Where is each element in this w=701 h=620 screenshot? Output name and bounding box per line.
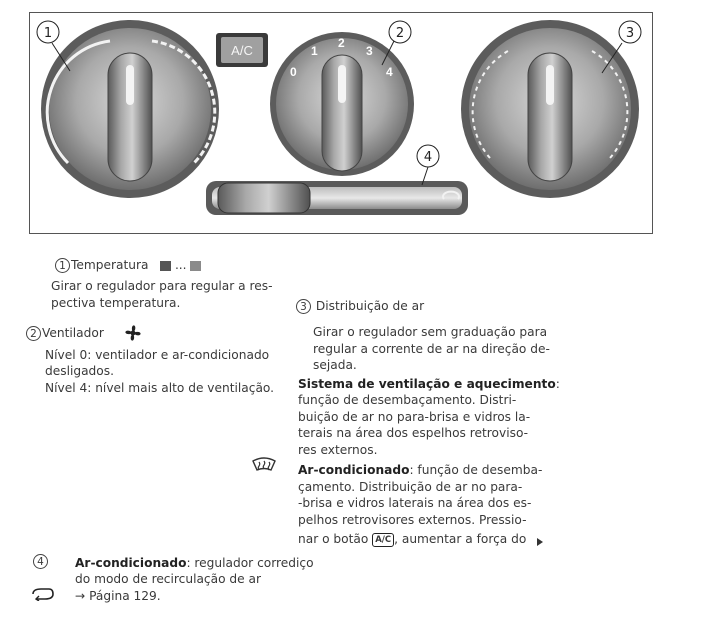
air-dist-desc-1: Girar o regulador sem graduação para bbox=[313, 325, 548, 339]
ac-line-2: -brisa e vidros laterais na área dos es- bbox=[298, 496, 532, 510]
panel-drawing bbox=[30, 13, 654, 235]
continue-arrow-icon bbox=[536, 537, 544, 547]
ventilation-line-3: terais na área dos espelhos retroviso- bbox=[298, 426, 529, 440]
fan-scale-0: 0 bbox=[290, 65, 297, 79]
ventilation-line-2: buição de ar no para-brisa e vidros la- bbox=[298, 410, 531, 424]
fan-desc-3: Nível 4: nível mais alto de ventilação. bbox=[45, 381, 275, 395]
climate-control-panel-illustration bbox=[29, 12, 653, 234]
ac-line-3: pelhos retrovisores externos. Pressio- bbox=[298, 513, 527, 527]
temperature-dial[interactable] bbox=[41, 20, 219, 198]
range-ellipsis: ... bbox=[174, 258, 187, 272]
cold-swatch bbox=[160, 261, 171, 271]
air-dist-desc-2: regular a corrente de ar na direção de- bbox=[313, 342, 550, 356]
callout-1 bbox=[37, 21, 70, 71]
ac-line-1: çamento. Distribuição de ar no para- bbox=[298, 480, 523, 494]
svg-text:2: 2 bbox=[395, 26, 405, 41]
callout-4 bbox=[417, 145, 439, 185]
fan-title: Ventilador bbox=[42, 326, 104, 340]
air-distribution-heading bbox=[296, 299, 424, 314]
fan-scale-4: 4 bbox=[386, 65, 393, 79]
svg-text:3: 3 bbox=[625, 26, 635, 41]
hot-swatch bbox=[190, 261, 201, 271]
air-distribution-dial[interactable] bbox=[461, 20, 639, 198]
ventilation-line-4: res externos. bbox=[298, 443, 378, 457]
recirculation-first: : regulador corrediço bbox=[186, 556, 314, 570]
recirculation-ac-label: Ar-condicionado bbox=[75, 556, 187, 570]
section-number-2: 2 bbox=[26, 326, 41, 341]
ac-button-illustration[interactable] bbox=[216, 33, 268, 67]
fan-desc-1: Nível 0: ventilador e ar-condicionado bbox=[45, 348, 270, 362]
temperature-desc-2: pectiva temperatura. bbox=[51, 296, 181, 310]
air-dist-desc-3: sejada. bbox=[313, 358, 357, 372]
ac-label: Ar-condicionado bbox=[298, 463, 410, 477]
ac-button-label: A/C bbox=[231, 43, 253, 58]
ventilation-colon: : bbox=[555, 377, 560, 391]
ac-first-line: : função de desemba- bbox=[409, 463, 543, 477]
air-distribution-title: Distribuição de ar bbox=[315, 299, 425, 313]
section-number-3: 3 bbox=[296, 299, 311, 314]
ventilation-system-label: Sistema de ventilação e aquecimento bbox=[298, 377, 556, 391]
section-number-4: 4 bbox=[33, 554, 48, 569]
recirculation-line-1 bbox=[75, 556, 314, 571]
temperature-title: Temperatura bbox=[71, 258, 149, 272]
ac-paragraph-start bbox=[298, 463, 542, 478]
svg-text:4: 4 bbox=[423, 150, 433, 165]
ventilation-paragraph-start bbox=[298, 377, 560, 392]
fan-scale-1: 1 bbox=[311, 44, 318, 58]
fan-heading bbox=[26, 326, 104, 341]
recirculation-line-2: do modo de recirculação de ar bbox=[75, 572, 262, 586]
defrost-icon bbox=[251, 456, 277, 472]
temperature-desc-1: Girar o regulador para regular a res- bbox=[51, 279, 273, 293]
ac-line-4-b: , aumentar a força do bbox=[394, 532, 527, 546]
section-number-4-wrap bbox=[33, 554, 49, 569]
section-number-1: 1 bbox=[55, 258, 70, 273]
ac-button-symbol: A/C bbox=[372, 533, 394, 547]
fan-scale-2: 2 bbox=[338, 36, 345, 50]
temperature-heading bbox=[55, 258, 201, 273]
ventilation-line-1: função de desembaçamento. Distri- bbox=[298, 393, 517, 407]
svg-text:1: 1 bbox=[43, 26, 53, 41]
fan-icon bbox=[121, 321, 145, 345]
recirculation-icon bbox=[31, 587, 55, 601]
recirculation-slider[interactable] bbox=[206, 181, 468, 215]
ac-line-4 bbox=[298, 532, 526, 547]
fan-desc-2: desligados. bbox=[45, 364, 114, 378]
ac-line-4-a: nar o botão bbox=[298, 532, 369, 546]
fan-scale-3: 3 bbox=[366, 44, 373, 58]
recirculation-page-ref[interactable]: → Página 129. bbox=[75, 589, 161, 603]
fan-dial[interactable] bbox=[270, 32, 414, 176]
